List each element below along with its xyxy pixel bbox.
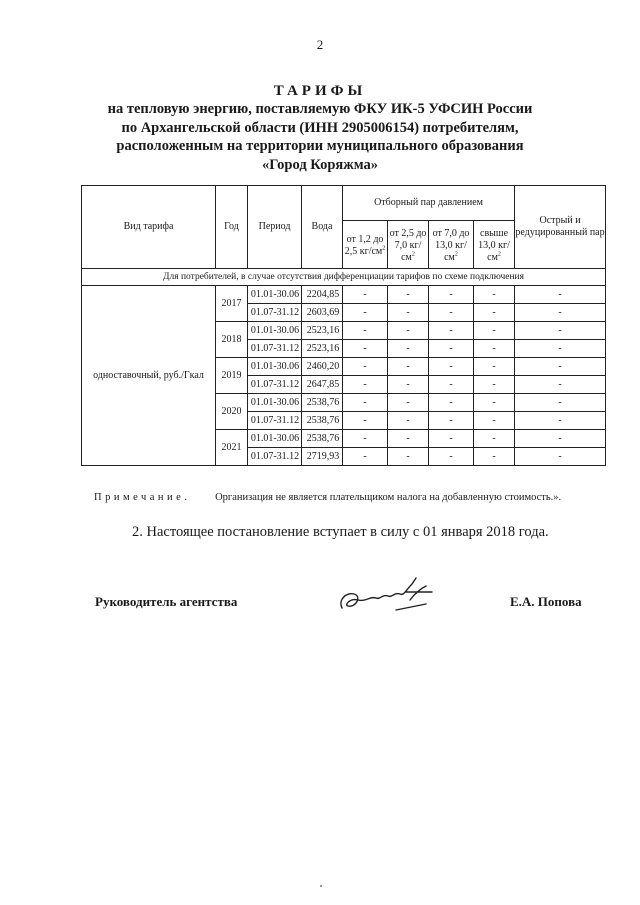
empty-cell: - (515, 340, 606, 358)
water-cell: 2204,85 (302, 286, 343, 304)
empty-cell: - (343, 376, 388, 394)
consumer-note: Для потребителей, в случае отсутствия дифференциации тарифов по схеме подключения (82, 269, 606, 286)
empty-cell: - (515, 448, 606, 466)
empty-cell: - (388, 376, 429, 394)
empty-cell: - (388, 412, 429, 430)
title-line: «Город Коряжма» (261, 156, 379, 173)
empty-cell: - (474, 376, 515, 394)
water-cell: 2523,16 (302, 340, 343, 358)
empty-cell: - (474, 340, 515, 358)
empty-cell: - (515, 394, 606, 412)
empty-cell: - (515, 376, 606, 394)
empty-cell: - (474, 430, 515, 448)
period-cell: 01.01-30.06 (248, 394, 302, 412)
water-cell: 2538,76 (302, 430, 343, 448)
header-tariff-type: Вид тарифа (82, 186, 216, 269)
year-cell: 2021 (216, 430, 248, 466)
empty-cell: - (429, 448, 474, 466)
note-label: Примечание. (94, 492, 191, 503)
empty-cell: - (429, 376, 474, 394)
empty-cell: - (343, 394, 388, 412)
period-cell: 01.07-31.12 (248, 376, 302, 394)
table-row (82, 286, 606, 304)
period-cell: 01.01-30.06 (248, 322, 302, 340)
empty-cell: - (388, 358, 429, 376)
empty-cell: - (429, 304, 474, 322)
empty-cell: - (515, 358, 606, 376)
header-year: Год (216, 186, 248, 269)
empty-cell: - (474, 358, 515, 376)
header-period: Период (248, 186, 302, 269)
clause: 2. Настоящее постановление вступает в силу с 01 января 2018 года. (132, 524, 549, 540)
title-line: расположенным на территории муниципального образования (116, 138, 524, 154)
empty-cell: - (388, 430, 429, 448)
empty-cell: - (429, 286, 474, 304)
empty-cell: - (515, 304, 606, 322)
page-number: 2 (316, 37, 324, 52)
empty-cell: - (429, 430, 474, 448)
period-cell: 01.01-30.06 (248, 430, 302, 448)
water-cell: 2603,69 (302, 304, 343, 322)
empty-cell: - (515, 322, 606, 340)
tariff-table (81, 185, 606, 466)
document-title (0, 82, 640, 174)
year-cell: 2020 (216, 394, 248, 430)
header-water: Вода (302, 186, 343, 269)
header-pressure: свыше 13,0 $кг/см^2$ (474, 221, 515, 269)
tariff-type-cell: одноставочный, руб./Гкал (82, 286, 216, 466)
period-cell: 01.07-31.12 (248, 304, 302, 322)
empty-cell: - (388, 322, 429, 340)
empty-cell: - (515, 286, 606, 304)
period-cell: 01.07-31.12 (248, 340, 302, 358)
empty-cell: - (388, 304, 429, 322)
empty-cell: - (429, 340, 474, 358)
header-selected-steam: Отборный пар давлением (343, 186, 515, 221)
empty-cell: - (474, 448, 515, 466)
empty-cell: - (388, 394, 429, 412)
title-line: на тепловую энергию, поставляемую ФКУ ИК-5 УФСИН России (107, 101, 533, 117)
empty-cell: - (429, 358, 474, 376)
water-cell: 2523,16 (302, 322, 343, 340)
header-pressure: от 2,5 до 7,0 $кг/см^2$ (388, 221, 429, 269)
header-pressure: от 1,2 до 2,5 $кг/см^2$ (343, 221, 388, 269)
header-sharp-steam: Острый и редуцированный пар (515, 186, 606, 269)
period-cell: 01.07-31.12 (248, 448, 302, 466)
water-cell: 2460,20 (302, 358, 343, 376)
signatory-name: Е.А. Попова (510, 594, 582, 609)
period-cell: 01.01-30.06 (248, 358, 302, 376)
empty-cell: - (343, 430, 388, 448)
water-cell: 2647,85 (302, 376, 343, 394)
title-line: по Архангельской области (ИНН 2905006154) потребителям, (121, 119, 519, 136)
empty-cell: - (515, 430, 606, 448)
empty-cell: - (429, 394, 474, 412)
header-pressure: от 7,0 до 13,0 $кг/см^2$ (429, 221, 474, 269)
empty-cell: - (343, 448, 388, 466)
water-cell: 2719,93 (302, 448, 343, 466)
empty-cell: - (429, 412, 474, 430)
note-text: Организация не является плательщиком налога на добавленную стоимость.». (215, 492, 562, 503)
empty-cell: - (474, 412, 515, 430)
empty-cell: - (474, 394, 515, 412)
water-cell: 2538,76 (302, 394, 343, 412)
empty-cell: - (388, 340, 429, 358)
note (94, 492, 561, 503)
water-cell: 2538,76 (302, 412, 343, 430)
signatory-position: Руководитель агентства (95, 594, 238, 609)
period-cell: 01.07-31.12 (248, 412, 302, 430)
empty-cell: - (343, 304, 388, 322)
title-main: ТАРИФЫ (273, 83, 367, 99)
empty-cell: - (388, 448, 429, 466)
year-cell: 2019 (216, 358, 248, 394)
empty-cell: - (343, 286, 388, 304)
signature-image (336, 570, 436, 620)
empty-cell: - (474, 304, 515, 322)
year-cell: 2018 (216, 322, 248, 358)
period-cell: 01.01-30.06 (248, 286, 302, 304)
year-cell: 2017 (216, 286, 248, 322)
empty-cell: - (388, 286, 429, 304)
empty-cell: - (343, 322, 388, 340)
empty-cell: - (429, 322, 474, 340)
empty-cell: - (343, 412, 388, 430)
empty-cell: - (343, 358, 388, 376)
empty-cell: - (474, 286, 515, 304)
empty-cell: - (515, 412, 606, 430)
empty-cell: - (474, 322, 515, 340)
scan-dot (320, 885, 322, 887)
empty-cell: - (343, 340, 388, 358)
